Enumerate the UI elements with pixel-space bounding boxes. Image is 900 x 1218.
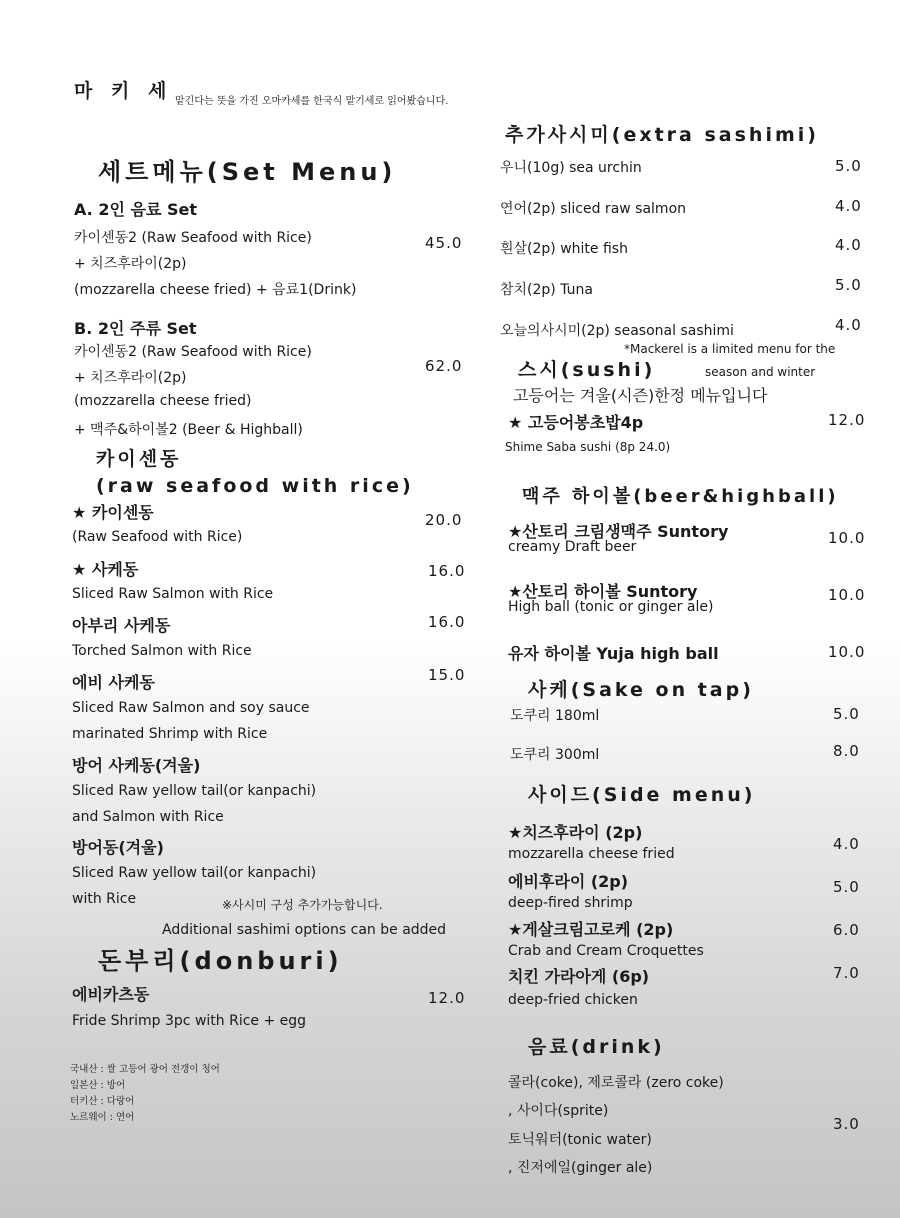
kaisendon-subtitle: (raw seafood with rice) <box>96 475 414 497</box>
menu-item-desc: High ball (tonic or ginger ale) <box>508 599 714 615</box>
drink-line: 토닉워터(tonic water) <box>508 1132 652 1148</box>
menu-item-name: ★게살크림고로케 (2p) <box>508 920 674 939</box>
menu-item-price: 6.0 <box>833 921 860 939</box>
menu-item-name: ★치즈후라이 (2p) <box>508 823 643 842</box>
side-title: 사이드(Side menu) <box>528 784 756 806</box>
menu-item-name: 방어동(겨울) <box>72 838 164 857</box>
menu-item-name: ★ 고등어봉초밥4p <box>508 413 644 432</box>
menu-item-name: 도쿠리 180ml <box>510 708 600 724</box>
menu-item-desc: deep-fired shrimp <box>508 895 633 911</box>
set-a-title: A. 2인 음료 Set <box>74 200 197 219</box>
menu-item-price: 12.0 <box>428 989 466 1007</box>
sushi-note-en: *Mackerel is a limited menu for the <box>624 342 836 356</box>
menu-item-name: ★산토리 크림생맥주 Suntory <box>508 522 729 541</box>
set-b-title: B. 2인 주류 Set <box>74 319 197 338</box>
menu-item-desc: marinated Shrimp with Rice <box>72 726 268 742</box>
menu-item-desc: Crab and Cream Croquettes <box>508 943 704 959</box>
drink-line: , 진저에일(ginger ale) <box>508 1160 653 1176</box>
kaisendon-title: 카이센동 <box>96 448 182 470</box>
menu-item-name: ★산토리 하이볼 Suntory <box>508 582 698 601</box>
menu-item-price: 4.0 <box>833 835 860 853</box>
menu-item-desc: Sliced Raw yellow tail(or kanpachi) <box>72 783 317 799</box>
menu-item-desc: deep-fried chicken <box>508 992 638 1008</box>
menu-item-price: 4.0 <box>835 316 862 334</box>
sake-title: 사케(Sake on tap) <box>528 679 754 701</box>
menu-item-name: 흰살(2p) white fish <box>500 241 628 257</box>
menu-item-price: 10.0 <box>828 643 866 661</box>
menu-item-name: 오늘의사시미(2p) seasonal sashimi <box>500 323 734 339</box>
drink-title: 음료(drink) <box>528 1036 665 1058</box>
origin-line: 국내산 : 쌀 고등어 광어 전갱이 청어 <box>70 1064 220 1075</box>
menu-item-price: 4.0 <box>835 197 862 215</box>
menu-item-name: ★ 사케동 <box>72 560 139 579</box>
menu-item-desc: mozzarella cheese fried <box>508 846 675 862</box>
brand-tagline: 맡긴다는 뜻을 가진 오마카세를 한국식 맡기세로 읽어봤습니다. <box>175 96 449 107</box>
menu-item-name: 에비카츠동 <box>72 985 150 1004</box>
menu-item-price: 5.0 <box>833 705 860 723</box>
set-b-price: 62.0 <box>425 357 463 375</box>
menu-item-price: 12.0 <box>828 411 866 429</box>
sashimi-option-note: ※사시미 구성 추가가능합니다. <box>222 898 383 912</box>
menu-item-price: 16.0 <box>428 613 466 631</box>
menu-item-name: 연어(2p) sliced raw salmon <box>500 201 687 217</box>
menu-item-desc: Shime Saba sushi (8p 24.0) <box>505 440 671 454</box>
menu-item-price: 10.0 <box>828 586 866 604</box>
menu-item-price: 4.0 <box>835 236 862 254</box>
menu-item-name: 우니(10g) sea urchin <box>500 160 642 176</box>
menu-item-price: 7.0 <box>833 964 860 982</box>
menu-item-desc: Sliced Raw Salmon with Rice <box>72 586 274 602</box>
menu-item-price: 5.0 <box>833 878 860 896</box>
menu-item-desc: Sliced Raw yellow tail(or kanpachi) <box>72 865 317 881</box>
donburi-title: 돈부리(donburi) <box>98 947 343 975</box>
sashimi-option-note-en: Additional sashimi options can be added <box>162 922 447 938</box>
menu-item-desc: Sliced Raw Salmon and soy sauce <box>72 700 310 716</box>
menu-item-price: 20.0 <box>425 511 463 529</box>
menu-item-name: 아부리 사케동 <box>72 616 171 635</box>
set-menu-title: 세트메뉴(Set Menu) <box>98 158 397 186</box>
menu-item-name: 참치(2p) Tuna <box>500 282 593 298</box>
set-a-line: 카이센동2 (Raw Seafood with Rice) <box>74 230 312 246</box>
menu-item-name: 에비 사케동 <box>72 673 155 692</box>
menu-item-desc: and Salmon with Rice <box>72 809 224 825</box>
origin-line: 터키산 : 다랑어 <box>70 1096 135 1107</box>
extra-sashimi-title: 추가사시미(extra sashimi) <box>505 124 819 146</box>
sushi-note-ko: 고등어는 겨울(시즌)한정 메뉴입니다 <box>513 386 768 405</box>
set-a-line: + 치즈후라이(2p) <box>74 256 187 272</box>
menu-item-price: 15.0 <box>428 666 466 684</box>
set-a-line: (mozzarella cheese fried) + 음료1(Drink) <box>74 282 357 298</box>
menu-item-desc: (Raw Seafood with Rice) <box>72 529 243 545</box>
drink-line: 콜라(coke), 제로콜라 (zero coke) <box>508 1075 724 1091</box>
sushi-note-en: season and winter <box>705 365 816 379</box>
drink-line: , 사이다(sprite) <box>508 1103 609 1119</box>
beer-title: 맥주 하이볼(beer&highball) <box>522 486 839 507</box>
menu-item-price: 5.0 <box>835 157 862 175</box>
origin-line: 노르웨이 : 연어 <box>70 1112 135 1123</box>
menu-item-name: 도쿠리 300ml <box>510 747 600 763</box>
menu-item-name: 유자 하이볼 Yuja high ball <box>508 644 719 663</box>
set-b-line: 카이센동2 (Raw Seafood with Rice) <box>74 344 312 360</box>
menu-item-desc: with Rice <box>72 891 137 907</box>
menu-item-price: 16.0 <box>428 562 466 580</box>
menu-item-price: 10.0 <box>828 529 866 547</box>
set-b-line: (mozzarella cheese fried) <box>74 393 252 409</box>
menu-item-desc: Torched Salmon with Rice <box>72 643 252 659</box>
set-b-line: + 맥주&하이볼2 (Beer & Highball) <box>74 422 303 438</box>
menu-item-name: 치킨 가라아게 (6p) <box>508 967 650 986</box>
menu-item-desc: creamy Draft beer <box>508 539 637 555</box>
menu-item-name: 방어 사케동(겨울) <box>72 756 201 775</box>
menu-item-name: 에비후라이 (2p) <box>508 872 629 891</box>
menu-item-price: 5.0 <box>835 276 862 294</box>
brand-title: 마 키 세 <box>74 80 173 102</box>
menu-item-price: 8.0 <box>833 742 860 760</box>
menu-item-desc: Fride Shrimp 3pc with Rice + egg <box>72 1013 307 1029</box>
drink-price: 3.0 <box>833 1115 860 1133</box>
set-a-price: 45.0 <box>425 234 463 252</box>
origin-line: 일본산 : 방어 <box>70 1080 126 1091</box>
sushi-title: 스시(sushi) <box>518 359 656 381</box>
set-b-line: + 치즈후라이(2p) <box>74 370 187 386</box>
menu-item-name: ★ 카이센동 <box>72 503 154 522</box>
